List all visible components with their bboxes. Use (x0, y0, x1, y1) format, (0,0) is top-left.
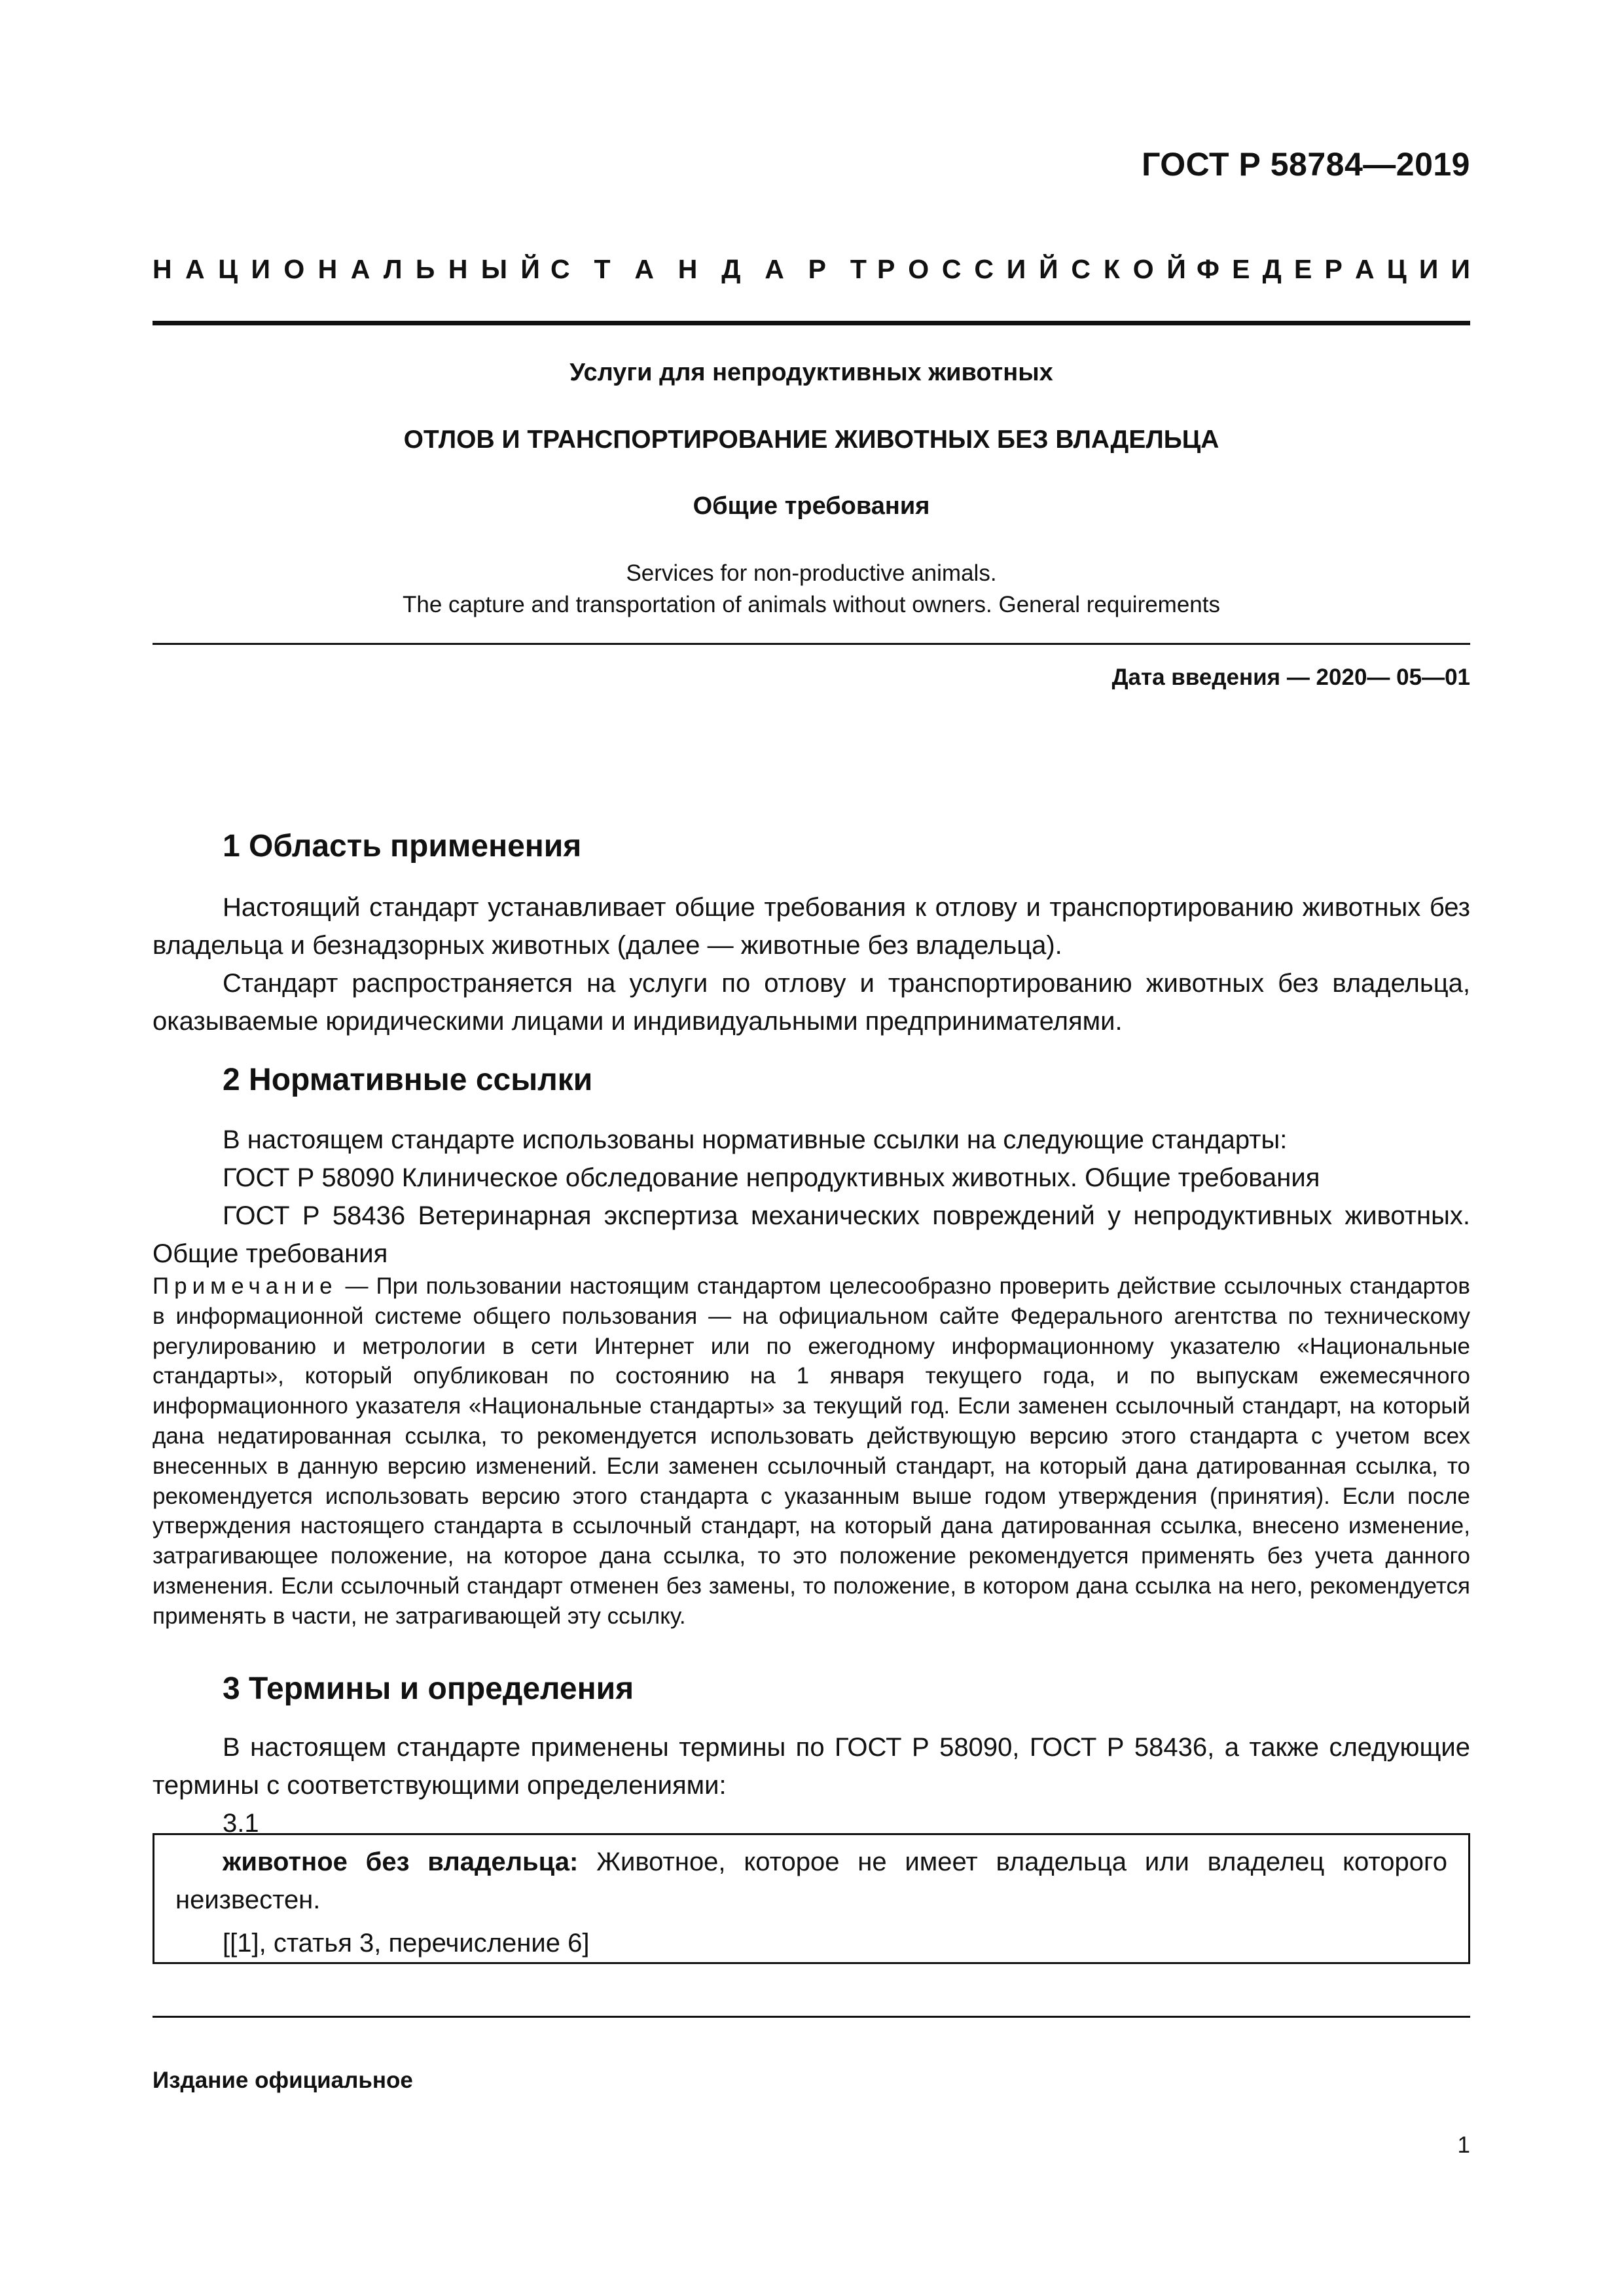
national-title-word (1197, 254, 1470, 285)
letter: А (185, 254, 205, 284)
header-divider (153, 321, 1470, 325)
definition-source: [[1], статья 3, перечисление 6] (223, 1929, 590, 1958)
letter: Т (850, 254, 867, 284)
section-3-body (153, 1728, 1470, 1842)
term-number: 3.1 (223, 1809, 259, 1838)
paragraph: В настоящем стандарте использованы нормативные ссылки на следующие стандарты: (223, 1125, 1288, 1154)
letter: А (634, 254, 654, 284)
paragraph: В настоящем стандарте применены термины по ГОСТ Р 58090, ГОСТ Р 58436, а также следующие термины с соответствующими определениями: (153, 1733, 1470, 1800)
letter: Н (317, 254, 338, 284)
letter: Й (1166, 254, 1186, 284)
section-1-heading: 1 Область применения (223, 829, 582, 864)
letter: А (350, 254, 370, 284)
definition-text (175, 1843, 1447, 1919)
letter: Т (594, 254, 611, 284)
letter: Ь (415, 254, 435, 284)
letter: С (1071, 254, 1091, 284)
letter: О (908, 254, 929, 284)
letter: Ц (1386, 254, 1407, 284)
letter: Ы (480, 254, 507, 284)
term: животное без владельца: (223, 1848, 579, 1876)
paragraph: Стандарт распространяется на услуги по отлову и транспортированию животных без владельца, оказываемые юридическими лицами и индивидуальными предпринимателями. (153, 969, 1470, 1036)
paragraph: Настоящий стандарт устанавливает общие требования к отлову и транспортированию животных без владельца и безнадзорных животных (далее — животные без владельца). (153, 893, 1470, 960)
section-2-heading: 2 Нормативные ссылки (223, 1063, 593, 1097)
national-standard-title (153, 254, 1470, 285)
english-title-line: The capture and transportation of animals without owners. General requirements (403, 592, 1220, 617)
national-title-word (153, 254, 540, 285)
note-paragraph (153, 1271, 1470, 1631)
document-subtitle: Общие требования (693, 492, 930, 520)
letter: Е (1232, 254, 1250, 284)
section-2-body (153, 1121, 1470, 1273)
page-number: 1 (1457, 2132, 1470, 2158)
letter: И (1451, 254, 1470, 284)
introduction-date: Дата введения — 2020— 05—01 (1111, 665, 1470, 690)
document-subject: Услуги для непродуктивных животных (569, 359, 1053, 386)
letter: Д (1262, 254, 1282, 284)
edition-label: Издание официальное (153, 2068, 413, 2093)
title-divider (153, 643, 1470, 645)
section-3-heading: 3 Термины и определения (223, 1671, 634, 1706)
reference-item: ГОСТ Р 58436 Ветеринарная экспертиза механических повреждений у непродуктивных животных. Общие требования (153, 1201, 1470, 1268)
letter: С (941, 254, 962, 284)
letter: Й (520, 254, 540, 284)
letter: О (1132, 254, 1154, 284)
reference-item: ГОСТ Р 58090 Клиническое обследование непродуктивных животных. Общие требования (223, 1163, 1320, 1192)
national-title-word (550, 254, 867, 285)
section-1-body (153, 888, 1470, 1040)
note-block (153, 1271, 1470, 1631)
letter: А (765, 254, 784, 284)
definition-box (153, 1833, 1470, 1964)
letter: Н (448, 254, 468, 284)
letter: С (550, 254, 570, 284)
letter: Е (1294, 254, 1312, 284)
letter: Р (1324, 254, 1343, 284)
english-title-line: Services for non-productive animals. (626, 560, 997, 586)
letter: А (1355, 254, 1375, 284)
letter: И (1006, 254, 1026, 284)
footer-divider (153, 2016, 1470, 2018)
letter: К (1103, 254, 1120, 284)
letter: О (283, 254, 305, 284)
letter: Ц (218, 254, 238, 284)
letter: Р (808, 254, 827, 284)
letter: Л (383, 254, 403, 284)
definition: Животное, которое не имеет владельца или владелец которого неизвестен. (175, 1848, 1447, 1914)
note-text: — При пользовании настоящим стандартом целесообразно проверить действие ссылочных стандартов в информационной системе общего пользования — на официальном сайте Федерального агентства по техническому регулированию и метрологии в сети Интернет или по ежегодному информационному указателю «Национальные стандарты», который опубликован по состоянию на 1 января текущего года, и по выпускам ежемесячного информационного указателя «Национальные стандарты» за текущий год. Если заменен ссылочный стандарт, на который дана недатированная ссылка, то рекомендуется использовать действующую версию этого стандарта с учетом всех внесенных в данную версию изменений. Если заменен ссылочный стандарт, на который дана датированная ссылка, то рекомендуется использовать версию этого стандарта с указанным выше годом утверждения (принятия). Если после утверждения настоящего стандарта в ссылочный стандарт, на который дана датированная ссылка, внесено изменение, затрагивающее положение, на которое дана ссылка, то это положение рекомендуется применять без учета данного изменения. Если ссылочный стандарт отменен без замены, то положение, в котором дана ссылка на него, рекомендуется применять в части, не затрагивающей эту ссылку. (153, 1273, 1470, 1629)
letter: Р (877, 254, 895, 284)
national-title-word (877, 254, 1186, 285)
letter: Н (677, 254, 698, 284)
english-title (153, 558, 1470, 621)
letter: Д (721, 254, 741, 284)
letter: С (974, 254, 994, 284)
letter: Ф (1197, 254, 1219, 284)
letter: Й (1039, 254, 1058, 284)
standard-number: ГОСТ Р 58784—2019 (1142, 146, 1470, 183)
document-title: ОТЛОВ И ТРАНСПОРТИРОВАНИЕ ЖИВОТНЫХ БЕЗ ВЛАДЕЛЬЦА (403, 426, 1219, 454)
letter: И (1418, 254, 1439, 284)
note-label: Примечание (153, 1273, 338, 1299)
letter: И (251, 254, 270, 284)
letter: Н (153, 254, 172, 284)
